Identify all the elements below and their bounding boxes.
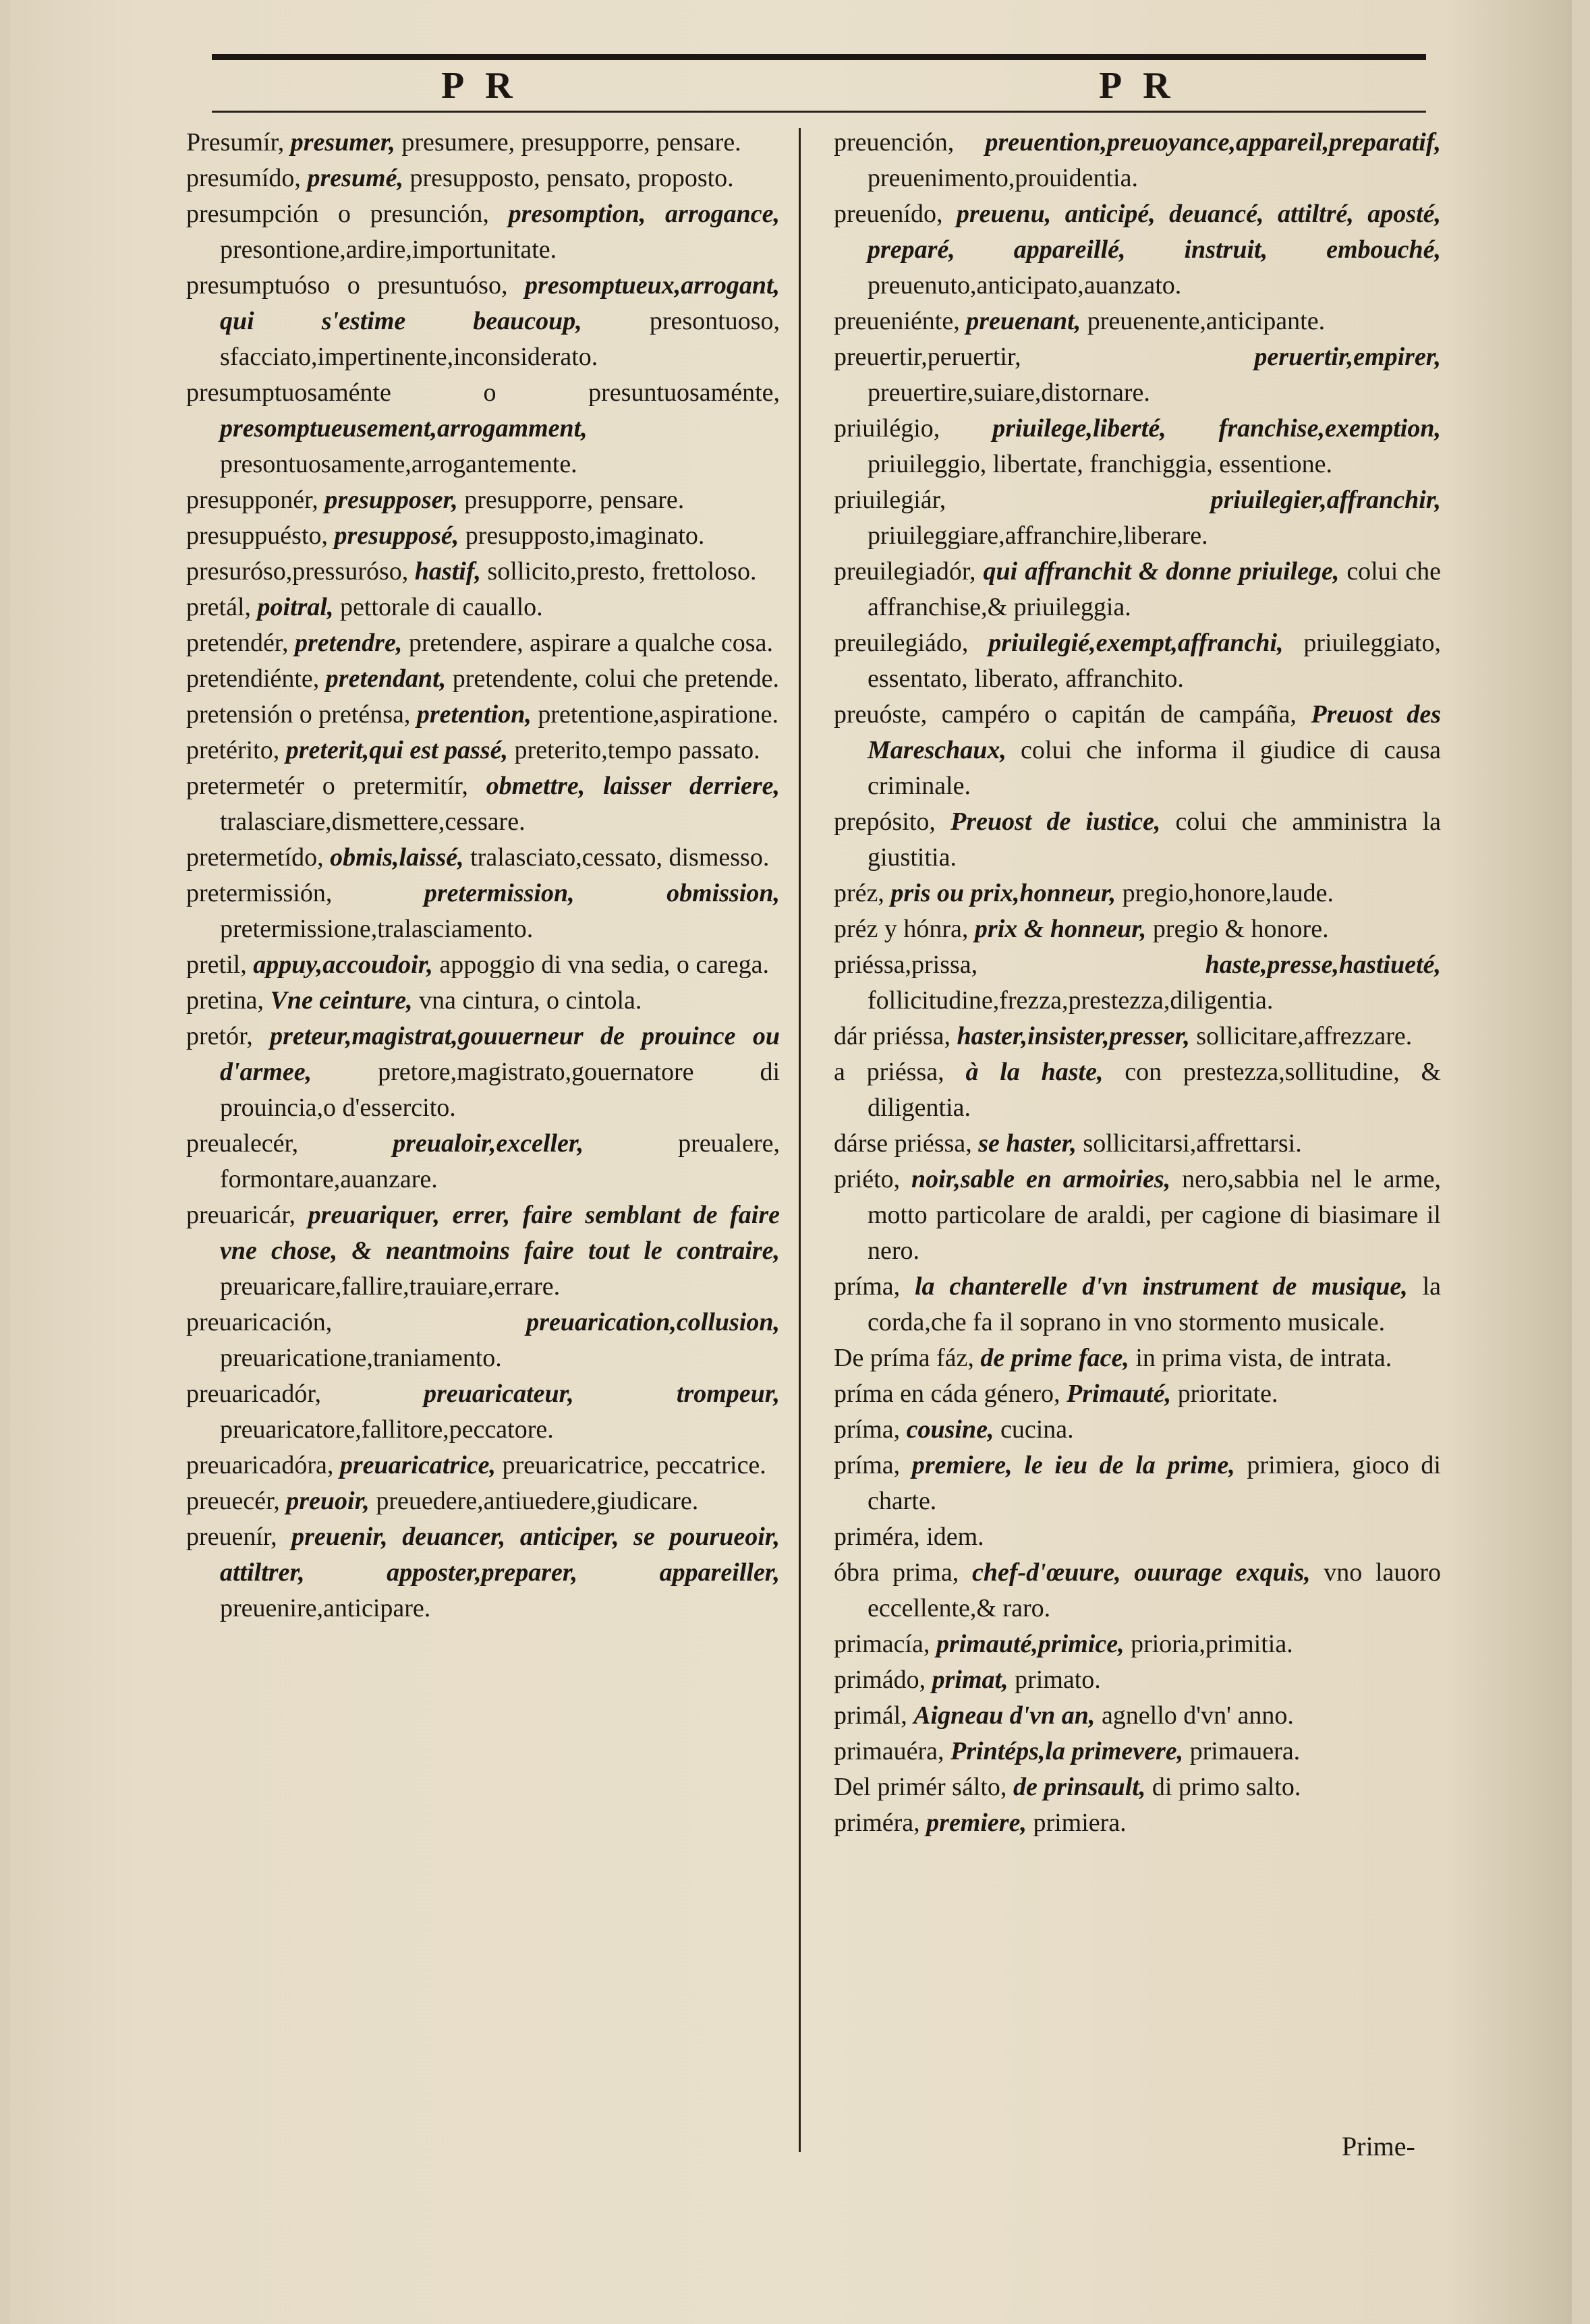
french-gloss: pretention, — [416, 700, 532, 729]
italian-gloss: vna cintura, o cintola. — [419, 986, 642, 1015]
italian-gloss: preuenimento,prouidentia. — [868, 164, 1138, 192]
french-gloss: qui affranchit & donne priuilege, — [983, 557, 1340, 586]
italian-gloss: prioritate. — [1177, 1380, 1278, 1408]
left-column — [186, 125, 780, 1626]
french-gloss: Preuost des Mareschaux, — [868, 700, 1442, 764]
spanish-headword: pretensión o preténsa, — [186, 700, 411, 729]
french-gloss: presupposé, — [334, 521, 459, 550]
french-gloss: preualoir,exceller, — [393, 1129, 584, 1158]
french-gloss: priuilegier,affranchir, — [1210, 486, 1441, 514]
italian-gloss: colui che informa il giudice di causa criminale. — [868, 736, 1441, 800]
spanish-headword: preuenír, — [186, 1523, 277, 1551]
dictionary-entry — [834, 876, 1441, 911]
dictionary-entry — [186, 554, 780, 590]
italian-gloss: primiera. — [1033, 1809, 1127, 1837]
dictionary-entry — [834, 304, 1441, 339]
french-gloss: priuilegié,exempt,affranchi, — [988, 629, 1284, 657]
dictionary-entry — [186, 482, 780, 518]
spanish-headword: préz y hónra, — [834, 915, 969, 943]
spanish-headword: priéto, — [834, 1165, 901, 1193]
french-gloss: pretermission, obmission, — [424, 879, 780, 907]
italian-gloss: presumere, presupporre, pensare. — [401, 128, 741, 157]
spanish-headword: preuaricadór, — [186, 1380, 321, 1408]
dictionary-entry — [834, 1519, 1441, 1555]
french-gloss: pretendre, — [294, 629, 403, 657]
dictionary-entry — [186, 196, 780, 268]
dictionary-entry — [186, 1019, 780, 1126]
french-gloss: presupposer, — [324, 486, 458, 514]
french-gloss: preuention,preuoyance,appareil,preparatif, — [985, 128, 1441, 157]
spanish-headword: préz, — [834, 879, 884, 907]
italian-gloss: preuenire,anticipare. — [220, 1594, 431, 1622]
spanish-headword: Presumír, — [186, 128, 285, 157]
italian-gloss: preuaricare,fallire,trauiare,errare. — [220, 1272, 561, 1301]
italian-gloss: cucina. — [1000, 1415, 1074, 1444]
spanish-headword: primauéra, — [834, 1737, 944, 1765]
spanish-headword: preuilegiadór, — [834, 557, 976, 586]
dictionary-entry — [834, 1769, 1441, 1805]
italian-gloss: pettorale di cauallo. — [339, 593, 543, 621]
dictionary-entry — [186, 518, 780, 554]
dictionary-entry — [834, 804, 1441, 876]
french-gloss: Preuost de iustice, — [950, 807, 1161, 836]
spanish-headword: De príma fáz, — [834, 1344, 974, 1372]
spanish-headword: pretermetér o pretermitír, — [186, 772, 468, 800]
spanish-headword: preuaricár, — [186, 1201, 295, 1229]
italian-gloss: agnello d'vn' anno. — [1101, 1701, 1294, 1730]
spanish-headword: preuilegiádo, — [834, 629, 969, 657]
dictionary-page — [9, 0, 1572, 2324]
french-gloss: à la haste, — [965, 1058, 1104, 1086]
french-gloss: preuariquer, errer, faire semblant de faire vne chose, & neantmoins faire tout le contraire, — [220, 1201, 780, 1265]
italian-gloss: presupporre, pensare. — [464, 486, 685, 514]
spanish-headword: priuilegiár, — [834, 486, 946, 514]
italian-gloss: pretendere, aspirare a qualche cosa. — [408, 629, 773, 657]
running-head-right: P R — [1099, 65, 1177, 107]
french-gloss: obmettre, laisser derriere, — [486, 772, 780, 800]
italian-gloss: sollicito,presto, frettoloso. — [487, 557, 757, 586]
dictionary-entry — [186, 1519, 780, 1626]
dictionary-entry — [834, 1376, 1441, 1412]
french-gloss: premiere, le ieu de la prime, — [911, 1451, 1235, 1479]
italian-gloss: sollicitare,affrezzare. — [1196, 1022, 1413, 1050]
dictionary-entry — [186, 590, 780, 625]
spanish-headword: preuaricadóra, — [186, 1451, 334, 1479]
french-gloss: la chanterelle d'vn instrument de musique, — [914, 1272, 1408, 1301]
spanish-headword: preuaricación, — [186, 1308, 333, 1336]
french-gloss: primat, — [932, 1666, 1009, 1694]
french-gloss: peruertir,empirer, — [1254, 343, 1441, 371]
italian-gloss: primiera, gioco di charte. — [868, 1451, 1441, 1515]
french-gloss: Vne ceinture, — [270, 986, 413, 1015]
italian-gloss: la corda,che fa il soprano in vno stormento musicale. — [868, 1272, 1442, 1336]
dictionary-entry — [186, 733, 780, 768]
dictionary-entry — [834, 1340, 1441, 1376]
dictionary-entry — [834, 625, 1441, 697]
spanish-headword: preuóste, campéro o capitán de campáña, — [834, 700, 1297, 729]
french-gloss: preuoir, — [286, 1487, 370, 1515]
dictionary-entry — [834, 1555, 1441, 1626]
spanish-headword: preuención, — [834, 128, 955, 157]
dictionary-entry — [186, 1376, 780, 1448]
italian-gloss: pretermissione,tralasciamento. — [220, 915, 534, 943]
top-rule — [212, 54, 1426, 60]
italian-gloss: sollicitarsi,affrettarsi. — [1083, 1129, 1302, 1158]
italian-gloss: prioria,primitia. — [1131, 1630, 1293, 1658]
dictionary-entry — [834, 1019, 1441, 1054]
italian-gloss: preualere, formontare,auanzare. — [220, 1129, 780, 1193]
spanish-headword: presuppuésto, — [186, 521, 329, 550]
dictionary-entry — [186, 1305, 780, 1376]
dictionary-entry — [834, 1698, 1441, 1734]
dictionary-entry — [834, 947, 1441, 1019]
french-gloss: de prinsault, — [1013, 1773, 1146, 1801]
italian-gloss: preuenente,anticipante. — [1087, 307, 1326, 335]
spanish-headword: priéssa,prissa, — [834, 951, 978, 979]
dictionary-entry — [834, 554, 1441, 625]
spanish-headword: primádo, — [834, 1666, 926, 1694]
french-gloss: preuarication,collusion, — [526, 1308, 780, 1336]
french-gloss: prix & honneur, — [974, 915, 1147, 943]
italian-gloss: priuileggio, libertate, franchiggia, essentione. — [868, 450, 1333, 478]
spanish-headword: preuenído, — [834, 200, 943, 228]
french-gloss: appuy,accoudoir, — [253, 951, 433, 979]
dictionary-entry — [834, 411, 1441, 482]
dictionary-entry — [834, 1162, 1441, 1269]
italian-gloss: priuileggiato, essentato, liberato, affranchito. — [868, 629, 1441, 693]
french-gloss: de prime face, — [980, 1344, 1129, 1372]
dictionary-entry — [186, 697, 780, 733]
italian-gloss: nero,sabbia nel le arme, motto particolare de araldi, per cagione di biasimare il nero. — [868, 1165, 1442, 1265]
spanish-headword: pretendér, — [186, 629, 289, 657]
spanish-headword: preuertir,peruertir, — [834, 343, 1021, 371]
french-gloss: hastif, — [414, 557, 481, 586]
italian-gloss: priuileggiare,affranchire,liberare. — [868, 521, 1208, 550]
italian-gloss: primauera. — [1189, 1737, 1301, 1765]
dictionary-entry — [186, 1197, 780, 1305]
spanish-headword: pretál, — [186, 593, 252, 621]
french-gloss: poitral, — [257, 593, 334, 621]
french-gloss: primauté,primice, — [936, 1630, 1125, 1658]
italian-gloss: pregio & honore. — [1152, 915, 1329, 943]
spanish-headword: presumptuóso o presuntuóso, — [186, 271, 508, 300]
dictionary-entry — [834, 1412, 1441, 1448]
header-rule — [212, 111, 1426, 113]
italian-gloss: con prestezza,sollitudine, & diligentia. — [868, 1058, 1442, 1122]
french-gloss: preuenant, — [966, 307, 1081, 335]
catchword: Prime- — [1342, 2131, 1415, 2161]
spanish-headword: preuecér, — [186, 1487, 280, 1515]
italian-gloss: colui che affranchise,& priuileggia. — [868, 557, 1442, 621]
italian-gloss: preuaricatrice, peccatrice. — [502, 1451, 766, 1479]
spanish-headword: presumptuosaménte o presuntuosaménte, — [186, 378, 780, 407]
spanish-headword: pretermetído, — [186, 843, 324, 872]
dictionary-entry — [834, 1448, 1441, 1519]
french-gloss: noir,sable en armoiries, — [911, 1165, 1171, 1193]
italian-gloss: follicitudine,frezza,prestezza,diligentia. — [868, 986, 1274, 1015]
italian-gloss: preuaricatione,traniamento. — [220, 1344, 502, 1372]
italian-gloss: presupposto,imaginato. — [465, 521, 705, 550]
dictionary-entry — [834, 482, 1441, 554]
spanish-headword: primál, — [834, 1701, 907, 1730]
italian-gloss: idem. — [926, 1523, 984, 1551]
italian-gloss: preterito,tempo passato. — [514, 736, 760, 764]
french-gloss: preteur,magistrat,gouuerneur de prouince ou d'armee, — [220, 1022, 780, 1086]
french-gloss: haste,presse,hastiueté, — [1205, 951, 1441, 979]
dictionary-entry — [186, 1483, 780, 1519]
french-gloss: pretendant, — [325, 664, 447, 693]
spanish-headword: presuróso,pressuróso, — [186, 557, 409, 586]
dictionary-entry — [834, 339, 1441, 411]
italian-gloss: preuedere,antiuedere,giudicare. — [376, 1487, 699, 1515]
spanish-headword: priméra, — [834, 1809, 920, 1837]
french-gloss: presomptueusement,arrogamment, — [220, 414, 588, 443]
spanish-headword: priuilégio, — [834, 414, 940, 443]
spanish-headword: pretina, — [186, 986, 264, 1015]
french-gloss: haster,insister,presser, — [957, 1022, 1190, 1050]
spanish-headword: óbra prima, — [834, 1558, 959, 1587]
dictionary-entry — [186, 625, 780, 661]
dictionary-entry — [186, 161, 780, 196]
french-gloss: cousine, — [906, 1415, 994, 1444]
dictionary-entry — [186, 768, 780, 840]
dictionary-entry — [186, 983, 780, 1019]
spanish-headword: príma, — [834, 1451, 901, 1479]
dictionary-entry — [186, 125, 780, 161]
italian-gloss: vno lauoro eccellente,& raro. — [868, 1558, 1442, 1622]
spanish-headword: pretór, — [186, 1022, 253, 1050]
spanish-headword: a priéssa, — [834, 1058, 944, 1086]
dictionary-entry — [186, 1126, 780, 1197]
dictionary-entry — [834, 1805, 1441, 1841]
french-gloss: presomption, arrogance, — [508, 200, 780, 228]
dictionary-entry — [834, 1734, 1441, 1769]
dictionary-entry — [186, 1448, 780, 1483]
dictionary-entry — [834, 1126, 1441, 1162]
dictionary-entry — [834, 1269, 1441, 1340]
spanish-headword: preueniénte, — [834, 307, 960, 335]
italian-gloss: pretentione,aspiratione. — [538, 700, 778, 729]
french-gloss: preterit,qui est passé, — [285, 736, 509, 764]
french-gloss: chef-d'œuure, ouurage exquis, — [971, 1558, 1311, 1587]
spanish-headword: dár priéssa, — [834, 1022, 951, 1050]
column-divider — [799, 128, 801, 2152]
french-gloss: Aigneau d'vn an, — [913, 1701, 1096, 1730]
spanish-headword: presupponér, — [186, 486, 318, 514]
french-gloss: preuaricatrice, — [339, 1451, 496, 1479]
dictionary-entry — [834, 911, 1441, 947]
dictionary-entry — [186, 947, 780, 983]
french-gloss: preuaricateur, trompeur, — [424, 1380, 780, 1408]
dictionary-entry — [834, 196, 1441, 304]
italian-gloss: pregio,honore,laude. — [1122, 879, 1334, 907]
spanish-headword: priméra, — [834, 1523, 920, 1551]
spanish-headword: pretendiénte, — [186, 664, 320, 693]
spanish-headword: dárse priéssa, — [834, 1129, 972, 1158]
italian-gloss: di primo salto. — [1152, 1773, 1301, 1801]
italian-gloss: pretore,magistrato,gouernatore di prouincia,o d'essercito. — [220, 1058, 780, 1122]
dictionary-entry — [834, 1626, 1441, 1662]
italian-gloss: preuertire,suiare,distornare. — [868, 378, 1150, 407]
spanish-headword: príma en cáda género, — [834, 1380, 1060, 1408]
italian-gloss: presontuoso, sfacciato,impertinente,inconsiderato. — [220, 307, 780, 371]
italian-gloss: presontione,ardire,importunitate. — [220, 235, 557, 264]
dictionary-entry — [186, 840, 780, 876]
running-head-left: P R — [441, 65, 519, 107]
italian-gloss: preuenuto,anticipato,auanzato. — [868, 271, 1182, 300]
italian-gloss: pretendente, colui che pretende. — [452, 664, 779, 693]
dictionary-entry — [834, 1054, 1441, 1126]
spanish-headword: pretérito, — [186, 736, 280, 764]
spanish-headword: primacía, — [834, 1630, 930, 1658]
dictionary-entry — [834, 1662, 1441, 1698]
italian-gloss: tralasciare,dismettere,cessare. — [220, 807, 526, 836]
italian-gloss: presupposto, pensato, proposto. — [409, 164, 734, 192]
italian-gloss: primato. — [1015, 1666, 1101, 1694]
spanish-headword: pretermissión, — [186, 879, 333, 907]
french-gloss: priuilege,liberté, franchise,exemption, — [992, 414, 1441, 443]
dictionary-entry — [834, 125, 1441, 196]
spanish-headword: príma, — [834, 1272, 901, 1301]
french-gloss: presomptueux,arrogant, qui s'estime beaucoup, — [220, 271, 780, 335]
italian-gloss: presontuosamente,arrogantemente. — [220, 450, 577, 478]
french-gloss: presumer, — [290, 128, 395, 157]
italian-gloss: preuaricatore,fallitore,peccatore. — [220, 1415, 554, 1444]
french-gloss: preuenir, deuancer, anticiper, se pourueoir, attiltrer, apposter,preparer, appareiller, — [220, 1523, 780, 1587]
spanish-headword: pretil, — [186, 951, 247, 979]
french-gloss: presumé, — [307, 164, 403, 192]
spanish-headword: príma, — [834, 1415, 901, 1444]
italian-gloss: tralasciato,cessato, dismesso. — [470, 843, 770, 872]
french-gloss: Primauté, — [1067, 1380, 1172, 1408]
right-column — [834, 125, 1441, 1841]
dictionary-entry — [186, 661, 780, 697]
french-gloss: Printéps,la primevere, — [950, 1737, 1184, 1765]
spanish-headword: presumído, — [186, 164, 301, 192]
italian-gloss: colui che amministra la giustitia. — [868, 807, 1442, 872]
dictionary-entry — [834, 697, 1441, 804]
french-gloss: pris ou prix,honneur, — [890, 879, 1116, 907]
dictionary-entry — [186, 876, 780, 947]
spanish-headword: prepósito, — [834, 807, 936, 836]
italian-gloss: appoggio di vna sedia, o carega. — [439, 951, 769, 979]
french-gloss: se haster, — [978, 1129, 1077, 1158]
italian-gloss: in prima vista, de intrata. — [1135, 1344, 1392, 1372]
spanish-headword: preualecér, — [186, 1129, 299, 1158]
french-gloss: obmis,laissé, — [330, 843, 464, 872]
french-gloss: premiere, — [926, 1809, 1027, 1837]
spanish-headword: presumpción o presunción, — [186, 200, 489, 228]
french-gloss: preuenu, anticipé, deuancé, attiltré, aposté, preparé, appareillé, instruit, embouché, — [868, 200, 1442, 264]
spanish-headword: Del primér sálto, — [834, 1773, 1007, 1801]
dictionary-entry — [186, 375, 780, 482]
dictionary-entry — [186, 268, 780, 375]
